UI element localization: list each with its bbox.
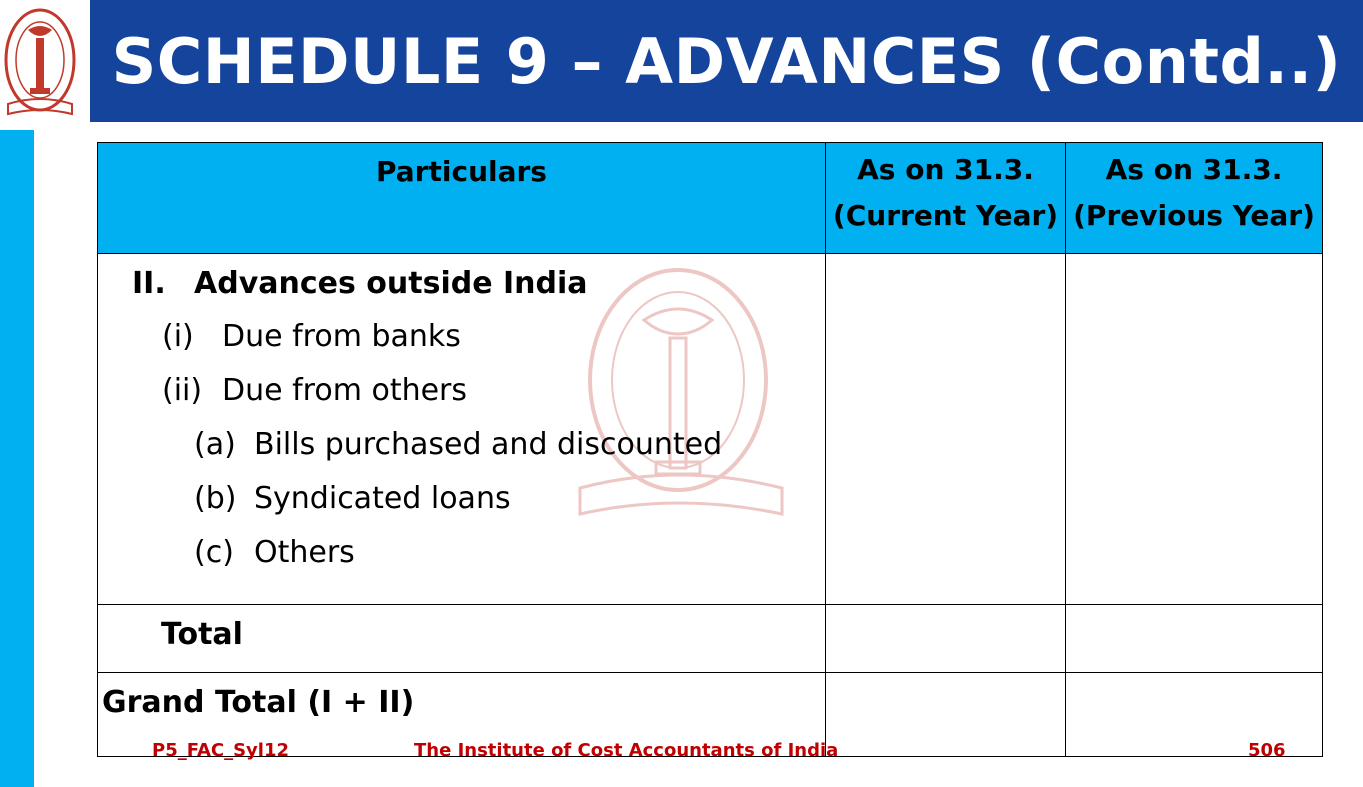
list-item: (b) Syndicated loans <box>194 481 511 516</box>
column-header-previous-year: As on 31.3. (Previous Year) <box>1066 143 1323 254</box>
total-current-cell <box>826 605 1066 673</box>
institute-logo <box>0 0 88 128</box>
column-header-current-year: As on 31.3. (Current Year) <box>826 143 1066 254</box>
list-item: (i) Due from banks <box>162 319 461 354</box>
column-header-particulars: Particulars <box>98 143 826 254</box>
schedule-table <box>97 142 1323 757</box>
page-title: SCHEDULE 9 – ADVANCES (Contd..) <box>111 24 1342 98</box>
grand-total-label: Grand Total (I + II) <box>98 673 826 757</box>
section-heading: II. Advances outside India <box>132 266 588 301</box>
footer-page-number: 506 <box>1248 740 1286 761</box>
footer-institute: The Institute of Cost Accountants of India <box>414 740 839 761</box>
institute-seal-icon <box>0 0 88 128</box>
previous-year-cell <box>1066 254 1323 605</box>
current-year-cell <box>826 254 1066 605</box>
particulars-cell <box>98 254 826 605</box>
list-item: (c) Others <box>194 535 355 570</box>
grand-total-current-cell <box>826 673 1066 757</box>
list-item: (a) Bills purchased and discounted <box>194 427 723 462</box>
side-stripe <box>0 130 34 787</box>
total-previous-cell <box>1066 605 1323 673</box>
table-row-advances-outside-india <box>98 254 1323 605</box>
title-bar <box>90 0 1363 122</box>
list-item: (ii) Due from others <box>162 373 468 408</box>
table-header-row <box>98 143 1323 254</box>
footer-code: P5_FAC_Syl12 <box>152 740 290 761</box>
total-label: Total <box>98 605 826 673</box>
table-row-total <box>98 605 1323 673</box>
